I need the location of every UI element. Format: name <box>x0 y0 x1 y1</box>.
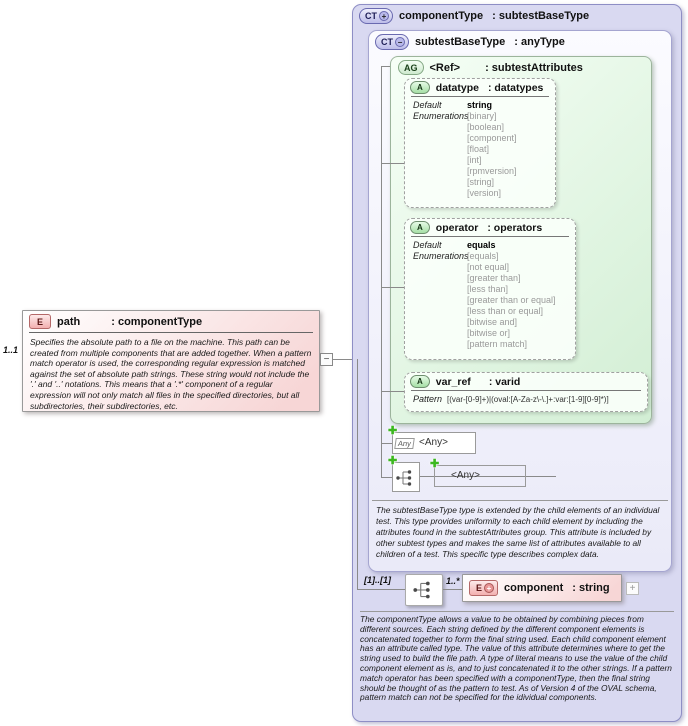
complex-type-badge <box>375 34 409 50</box>
facet-values <box>467 100 553 199</box>
enumerations-label: Enumerations <box>413 251 469 261</box>
facet-labels <box>413 240 467 350</box>
element-type: : string <box>572 582 610 594</box>
badge-label: CT <box>381 37 393 47</box>
element-badge: E <box>29 314 51 329</box>
default-value: string <box>467 100 493 110</box>
enumeration-value: [pattern match] <box>467 339 528 349</box>
badge-label: E <box>476 583 483 593</box>
type-name: componentType <box>399 10 484 22</box>
collapse-icon[interactable]: − <box>395 37 405 47</box>
element-description: Specifies the absolute path to a file on the machine. This path can be created from multiple components that are added together. When a pattern match operator is used, the corresponding regular expression is matched against the set of absolute path strings. These string would not include the '.' and '..' notations. This means that a '.*' component of a regular expression will not only match all files in the specified directories, but all subdirectories, their subdirectories, etc. <box>30 337 312 411</box>
divider <box>372 500 668 501</box>
element-type: : componentType <box>111 315 203 328</box>
group-ref-name: <Ref> <box>429 61 461 74</box>
connector-line <box>382 391 405 392</box>
subtest-base-type-description: The subtestBaseType type is extended by the child elements of an individual test. This type provides uniformity to each child element by including the attributes found in the subtestAttributes group. This attribute is included by other subtest types and makes the same list of attributes available to all children of a test. This specific type describes complex data. <box>376 505 660 559</box>
enumeration-list <box>467 111 553 199</box>
enumeration-value: [component] <box>467 133 517 143</box>
facet-values <box>447 394 645 406</box>
any-element-box <box>388 425 476 454</box>
expand-icon[interactable]: + <box>484 583 494 593</box>
attribute-badge: A <box>410 375 430 388</box>
enumeration-value: [boolean] <box>467 122 505 132</box>
add-icon[interactable]: ✚ <box>388 425 398 437</box>
default-value: equals <box>467 240 496 250</box>
enumeration-value: [equals] <box>467 251 499 261</box>
element-name: path <box>57 315 81 328</box>
connector-line <box>381 66 382 477</box>
any-element-box-collapsed <box>430 458 526 487</box>
sequence-compositor-box <box>405 574 443 606</box>
element-header <box>23 311 319 331</box>
component-type-description: The componentType allows a value to be obtained by combining pieces from different sources. Each string defined by the different component elements is concatenated together to form the final string used. Each child component element has an attribute called type. The value of this attribute determines where to get the string used to build the file path. A type of literal means to use the value of the child component element as is, and to just concatenated it to the other strings. If a pattern match operator has been specified with a componentType, then the final string should be thought of as the pattern to test. As of Version 4 of the OVAL schema, pattern match can not be specified for the idividual components. <box>360 614 672 703</box>
facet-values <box>467 240 573 350</box>
attribute-type: : operators <box>487 221 543 234</box>
connector-line <box>443 589 462 590</box>
any-element-label: <Any> <box>419 437 448 448</box>
sequence-compositor-box <box>388 455 420 492</box>
attribute-name: var_ref <box>435 375 471 388</box>
element-box-path <box>22 310 320 412</box>
divider <box>411 236 569 237</box>
enumeration-value: [greater than or equal] <box>467 295 556 305</box>
multiplicity-label: 1..* <box>446 576 460 586</box>
attribute-header <box>405 79 555 95</box>
attribute-facets <box>405 393 647 406</box>
enumeration-value: [less than] <box>467 284 509 294</box>
connector-line <box>357 589 405 590</box>
expand-icon[interactable]: + <box>379 11 389 21</box>
attribute-type: : varid <box>488 375 521 388</box>
expand-handle[interactable]: + <box>626 582 639 595</box>
enumeration-list <box>467 251 573 350</box>
divider <box>360 611 674 612</box>
enumeration-value: [greater than] <box>467 273 521 283</box>
base-type: : anyType <box>514 36 565 48</box>
default-label: Default <box>413 240 442 250</box>
any-tag-icon: Any <box>394 438 414 449</box>
any-element-label: <Any> <box>451 470 480 481</box>
attribute-badge: A <box>410 221 430 234</box>
attribute-badge: A <box>410 81 430 94</box>
connector-line <box>382 287 405 288</box>
enumeration-value: [bitwise and] <box>467 317 518 327</box>
attribute-group-header <box>391 57 651 77</box>
type-name: subtestBaseType <box>415 36 506 48</box>
attribute-facets <box>405 99 555 199</box>
pattern-value: [(var-[0-9]+)|(oval:[A-Za-z\-\.]+:var:[1-9][0-9]*)] <box>447 395 609 404</box>
enumeration-value: [not equal] <box>467 262 510 272</box>
element-header <box>463 575 621 598</box>
attribute-box-var-ref <box>404 372 648 412</box>
attribute-facets <box>405 239 575 350</box>
add-icon[interactable]: ✚ <box>388 455 398 467</box>
occurrence-label: [1]..[1] <box>364 575 391 585</box>
facet-labels <box>413 394 447 406</box>
divider <box>411 96 549 97</box>
connector-line <box>382 163 405 164</box>
badge-label: CT <box>365 11 377 21</box>
sequence-icon <box>412 578 436 602</box>
divider <box>29 332 313 333</box>
element-badge <box>469 580 498 596</box>
enumeration-value: [string] <box>467 177 495 187</box>
enumeration-value: [bitwise or] <box>467 328 511 338</box>
element-name: component <box>504 582 564 594</box>
attribute-header <box>405 373 647 389</box>
attribute-type: : datatypes <box>487 81 544 94</box>
attribute-header <box>405 219 575 235</box>
sequence-icon <box>395 467 417 489</box>
attribute-box-operator <box>404 218 576 360</box>
enumeration-value: [less than or equal] <box>467 306 544 316</box>
component-type-header <box>353 5 681 26</box>
attribute-group-badge: AG <box>398 60 424 75</box>
complex-type-badge <box>359 8 393 24</box>
attribute-name: operator <box>435 221 479 234</box>
add-icon[interactable]: ✚ <box>430 458 440 470</box>
enumeration-value: [int] <box>467 155 482 165</box>
attribute-name: datatype <box>435 81 479 94</box>
divider <box>411 390 641 391</box>
connector-line <box>357 359 358 590</box>
enumeration-value: [float] <box>467 144 490 154</box>
collapse-handle[interactable]: − <box>320 353 333 366</box>
attribute-box-datatype <box>404 78 556 208</box>
pattern-label: Pattern <box>413 394 443 404</box>
multiplicity-label: 1..1 <box>3 345 19 355</box>
group-type: : subtestAttributes <box>485 61 583 74</box>
element-box-component <box>462 574 622 602</box>
facet-labels <box>413 100 467 199</box>
enumeration-value: [binary] <box>467 111 497 121</box>
enumerations-label: Enumerations <box>413 111 469 121</box>
enumeration-value: [version] <box>467 188 502 198</box>
base-type: : subtestBaseType <box>492 10 590 22</box>
default-label: Default <box>413 100 442 110</box>
connector-line <box>333 359 352 360</box>
subtest-base-type-header <box>369 31 671 52</box>
enumeration-value: [rpmversion] <box>467 166 517 176</box>
